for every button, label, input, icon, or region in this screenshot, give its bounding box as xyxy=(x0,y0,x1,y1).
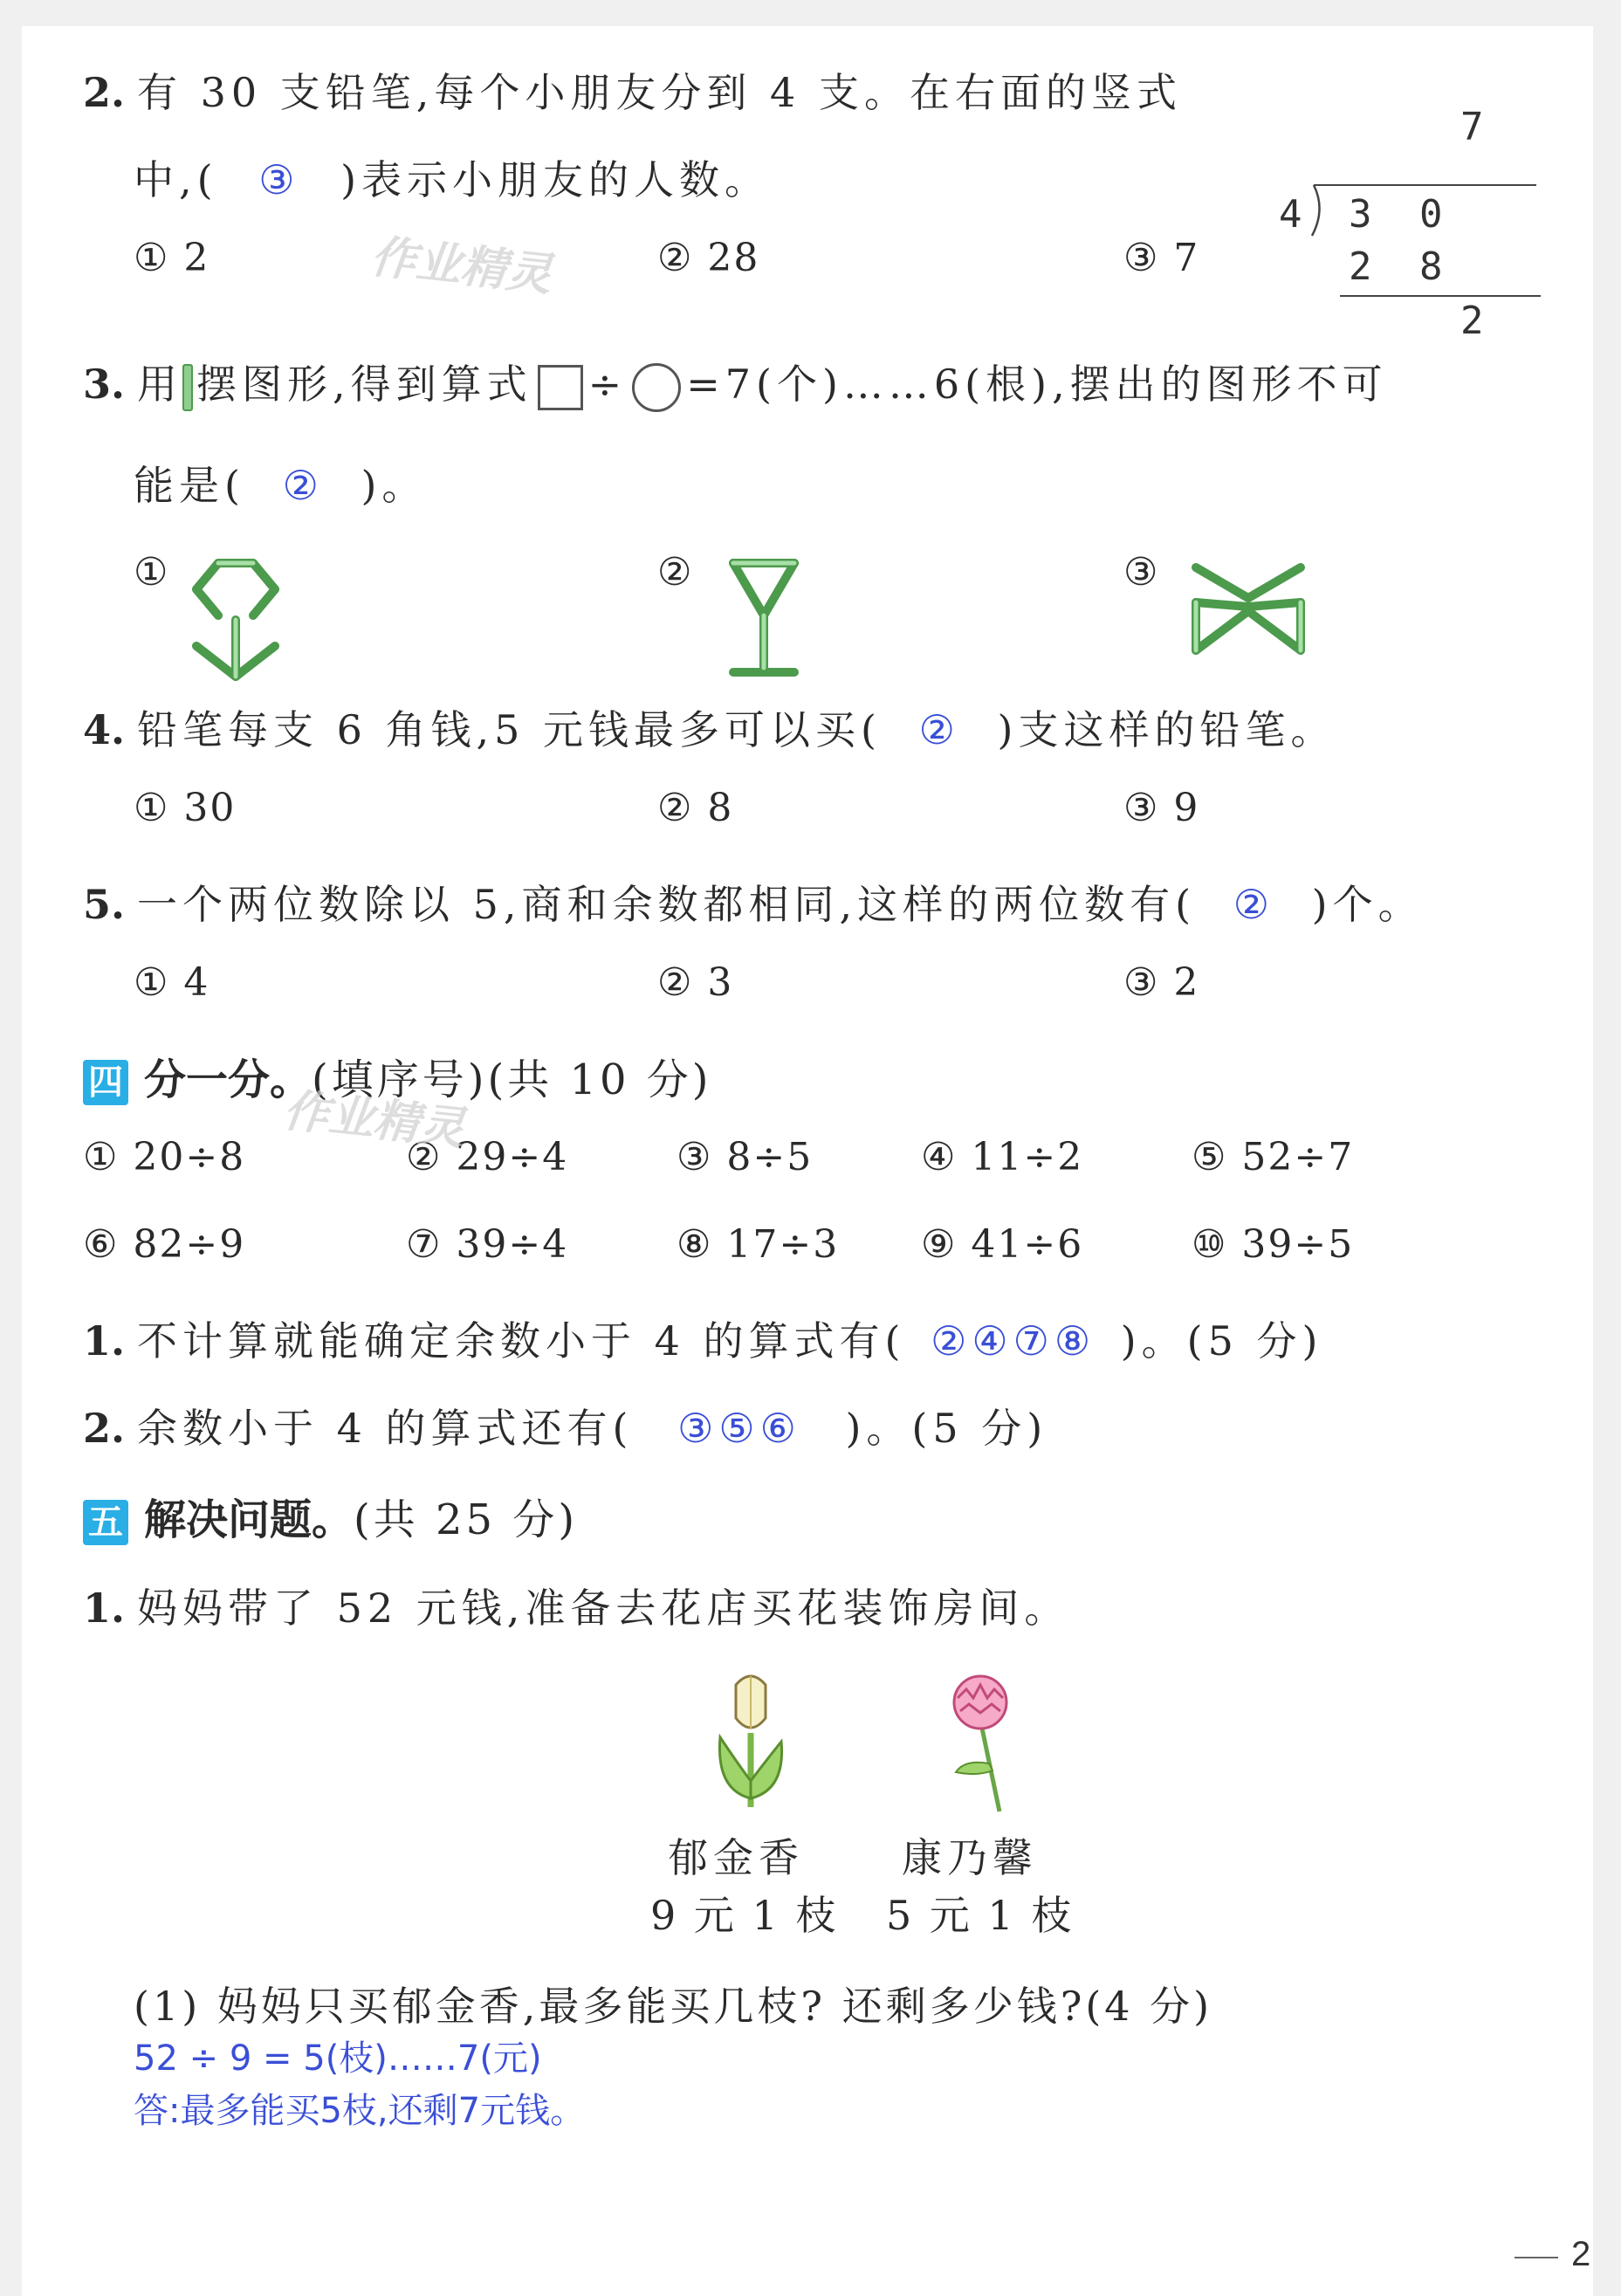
s4-q2-post: )。(5 分) xyxy=(845,1405,1048,1452)
matchstick-figure-2-icon xyxy=(720,550,807,690)
s4-q1-answer: ②④⑦⑧ xyxy=(931,1317,1096,1365)
q3-option-2: ② xyxy=(657,550,694,595)
s4-q2-pre: 余数小于 4 的算式还有( xyxy=(137,1405,634,1452)
matchstick-figure-3-icon xyxy=(1174,550,1322,672)
s4-q2-answer: ③⑤⑥ xyxy=(677,1405,801,1452)
q2-option-3: ③ 7 xyxy=(1123,236,1200,280)
q4-option-3: ③ 9 xyxy=(1123,786,1200,830)
division-remainder: 2 xyxy=(1460,299,1484,343)
division-dividend: 3 0 xyxy=(1349,192,1455,237)
worksheet-page xyxy=(22,26,1593,2296)
q3-line2 xyxy=(134,454,427,512)
q4-number: 4. xyxy=(83,706,126,753)
q2-option-2: ② 28 xyxy=(657,236,760,280)
division-divisor: 4 xyxy=(1279,192,1302,237)
q2-text1: 有 30 支铅笔,每个小朋友分到 4 支。在右面的竖式 xyxy=(137,69,1182,116)
expr-10: ⑩ 39÷5 xyxy=(1192,1222,1355,1267)
q4-text-post: )支这样的铅笔。 xyxy=(997,706,1336,753)
expr-6: ⑥ 82÷9 xyxy=(83,1222,246,1267)
matchstick-figure-1-icon xyxy=(179,550,292,690)
flower-2-name: 康乃馨 xyxy=(902,1834,1038,1881)
square-box-icon xyxy=(538,365,583,410)
s5-sub1-answer-text: 答:最多能买5枝,还剩7元钱。 xyxy=(134,2091,586,2131)
q2-number: 2. xyxy=(83,69,126,116)
page-number-rule xyxy=(1515,2257,1558,2258)
q2-text2-pre: 中,( xyxy=(134,156,218,203)
tulip-icon xyxy=(703,1667,799,1816)
matchstick-icon xyxy=(182,364,193,411)
q3-text-b: 摆图形,得到算式 xyxy=(196,361,532,408)
expr-4: ④ 11÷2 xyxy=(921,1135,1084,1179)
q3-text-d: =7(个)……6(根),摆出的图形不可 xyxy=(686,361,1388,408)
q4-text-pre: 铅笔每支 6 角钱,5 元钱最多可以买( xyxy=(137,706,882,753)
flower-1-name: 郁金香 xyxy=(668,1834,804,1881)
long-division xyxy=(1279,105,1541,343)
carnation-icon xyxy=(930,1667,1034,1816)
section-5-title: 解决问题。 xyxy=(144,1495,354,1544)
section-4-q2 xyxy=(83,1397,1047,1454)
section-5-heading xyxy=(83,1486,578,1546)
s5-sub1-answer-calc: 52 ÷ 9 = 5(枝)……7(元) xyxy=(134,2038,542,2079)
section-4-q1 xyxy=(83,1310,1322,1367)
q3-text2-pre: 能是( xyxy=(134,462,245,509)
q3-option-1: ① xyxy=(134,550,170,595)
s4-q1-pre: 不计算就能确定余数小于 4 的算式有( xyxy=(137,1317,906,1365)
q2-line1 xyxy=(83,61,1182,119)
q5-text-pre: 一个两位数除以 5,商和余数都相同,这样的两位数有( xyxy=(137,881,1197,928)
q3-text-c: ÷ xyxy=(587,361,628,408)
q5-text-post: )个。 xyxy=(1311,881,1424,928)
q5-answer: ② xyxy=(1233,881,1274,928)
q4-option-1: ① 30 xyxy=(134,786,237,830)
q3-text2-post: )。 xyxy=(361,462,428,509)
q5-line xyxy=(83,873,1424,931)
q5-number: 5. xyxy=(83,881,126,928)
q2-line2 xyxy=(134,148,770,206)
division-product: 2 8 xyxy=(1349,244,1455,289)
q2-text2-post: )表示小朋友的人数。 xyxy=(340,156,771,203)
s4-q1-post: )。(5 分) xyxy=(1120,1317,1323,1365)
flower-2-price: 5 元 1 枝 xyxy=(886,1892,1075,1939)
expr-2: ② 29÷4 xyxy=(406,1135,569,1179)
s4-q2-number: 2. xyxy=(83,1405,126,1452)
section-4-subtitle: (填序号)(共 10 分) xyxy=(312,1055,712,1104)
division-line xyxy=(1340,295,1541,297)
section-4-title: 分一分。 xyxy=(144,1055,313,1104)
q5-option-3: ③ 2 xyxy=(1123,960,1200,1005)
expr-3: ③ 8÷5 xyxy=(677,1135,814,1179)
s5-sub1-question: (1) 妈妈只买郁金香,最多能买几枝? 还剩多少钱?(4 分) xyxy=(134,1983,1213,2030)
expr-7: ⑦ 39÷4 xyxy=(406,1222,569,1267)
q5-option-2: ② 3 xyxy=(657,960,734,1005)
page-number: 2 xyxy=(1571,2235,1591,2273)
circle-icon xyxy=(632,363,681,412)
s5-q1-number: 1. xyxy=(83,1585,126,1632)
q2-option-1: ① 2 xyxy=(134,236,210,280)
expr-5: ⑤ 52÷7 xyxy=(1192,1135,1355,1179)
division-quotient: 7 xyxy=(1460,105,1484,149)
s5-q1-text: 妈妈带了 52 元钱,准备去花店买花装饰房间。 xyxy=(137,1585,1070,1632)
q3-answer: ② xyxy=(282,462,324,509)
watermark: 作业精灵 xyxy=(367,230,555,302)
expr-1: ① 20÷8 xyxy=(83,1135,246,1179)
section-5-subtitle: (共 25 分) xyxy=(354,1495,579,1544)
expr-8: ⑧ 17÷3 xyxy=(677,1222,840,1267)
section-4-badge: 四 xyxy=(83,1060,128,1105)
q3-number: 3. xyxy=(83,361,126,408)
section-5-badge: 五 xyxy=(83,1500,128,1545)
s4-q1-number: 1. xyxy=(83,1317,126,1365)
section-5-q1 xyxy=(83,1577,1069,1634)
q4-answer: ② xyxy=(918,706,960,753)
q4-line xyxy=(83,698,1336,756)
q5-option-1: ① 4 xyxy=(134,960,210,1005)
q3-text-a: 用 xyxy=(137,361,183,408)
flower-1-price: 9 元 1 枝 xyxy=(650,1892,839,1939)
watermark-2: 作业精灵 xyxy=(280,1084,468,1156)
q3-option-3: ③ xyxy=(1123,550,1160,595)
q4-option-2: ② 8 xyxy=(657,786,734,830)
expr-9: ⑨ 41÷6 xyxy=(921,1222,1084,1267)
q3-line1 xyxy=(83,358,1388,412)
q2-answer: ③ xyxy=(258,156,300,203)
